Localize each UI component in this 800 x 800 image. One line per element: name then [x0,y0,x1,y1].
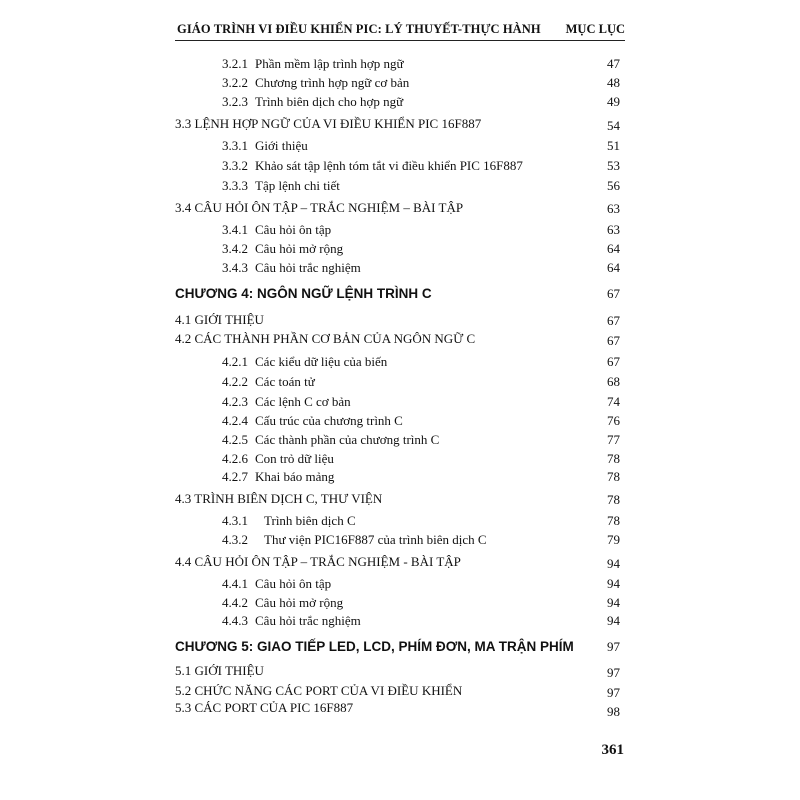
entry-page: 98 [607,704,620,719]
entry-number: 4.2.2 [222,374,248,389]
entry-number: 4.3.1 [222,513,248,528]
chapter-title: CHƯƠNG 4: NGÔN NGỮ LỆNH TRÌNH C [175,286,432,301]
entry-title: Câu hỏi mở rộng [255,595,344,610]
entry-title: Thư viện PIC16F887 của trình biên dịch C [264,532,487,547]
entry-title: Câu hỏi ôn tập [255,222,332,237]
chapter-title: CHƯƠNG 5: GIAO TIẾP LED, LCD, PHÍM ĐƠN, MA TRẬN PHÍM [175,639,574,654]
entry-number: 4.3.2 [222,532,248,547]
entry-number: 4.2.3 [222,394,248,409]
entry-title: Giới thiệu [255,138,308,153]
entry-page: 67 [607,286,620,301]
entry-page: 67 [607,313,620,328]
entry-page: 56 [607,178,620,193]
entry-page: 78 [607,513,620,528]
entry-page: 53 [607,158,620,173]
entry-title: Các kiểu dữ liệu của biến [255,354,388,369]
entry-title: 5.1 GIỚI THIỆU [175,663,264,678]
entry-page: 79 [607,532,620,547]
entry-page: 94 [607,613,620,628]
entry-title: 3.3 LỆNH HỢP NGỮ CỦA VI ĐIỀU KHIỂN PIC 16F887 [175,116,482,131]
entry-page: 76 [607,413,620,428]
entry-number: 3.3.1 [222,138,248,153]
entry-number: 4.4.1 [222,576,248,591]
entry-page: 97 [607,639,620,654]
entry-page: 49 [607,94,620,109]
entry-page: 97 [607,665,620,680]
entry-title: 3.4 CÂU HỎI ÔN TẬP – TRẮC NGHIỆM – BÀI TẬP [175,200,464,215]
entry-number: 4.4.2 [222,595,248,610]
entry-title: Con trỏ dữ liệu [255,451,334,466]
entry-number: 3.4.3 [222,260,248,275]
entry-page: 77 [607,432,620,447]
entry-page: 48 [607,75,620,90]
entry-number: 4.2.4 [222,413,248,428]
running-header [175,22,625,40]
entry-page: 47 [607,56,620,71]
entry-title: Các lệnh C cơ bản [255,394,351,409]
entry-page: 64 [607,241,620,256]
entry-number: 3.2.3 [222,94,248,109]
entry-title: Tập lệnh chi tiết [255,178,340,193]
entry-number: 3.3.3 [222,178,248,193]
entry-page: 67 [607,354,620,369]
entry-title: Câu hỏi trắc nghiệm [255,260,361,275]
entry-title: 5.3 CÁC PORT CỦA PIC 16F887 [175,700,354,715]
entry-page: 78 [607,492,620,507]
entry-number: 4.2.1 [222,354,248,369]
entry-page: 74 [607,394,620,409]
entry-number: 4.2.5 [222,432,248,447]
entry-title: Trình biên dịch cho hợp ngữ [255,94,404,109]
entry-title: Các thành phần của chương trình C [255,432,440,447]
entry-page: 54 [607,118,620,133]
entry-page: 78 [607,451,620,466]
entry-page: 63 [607,222,620,237]
entry-page: 67 [607,333,620,348]
entry-page: 64 [607,260,620,275]
entry-title: 4.3 TRÌNH BIÊN DỊCH C, THƯ VIỆN [175,491,383,506]
entry-number: 3.4.2 [222,241,248,256]
entry-title: 4.2 CÁC THÀNH PHẦN CƠ BẢN CỦA NGÔN NGỮ C [175,331,476,346]
entry-number: 3.3.2 [222,158,248,173]
entry-title: Các toán tử [255,374,315,389]
entry-page: 68 [607,374,620,389]
entry-number: 4.4.3 [222,613,248,628]
book-title: GIÁO TRÌNH VI ĐIỀU KHIỂN PIC: LÝ THUYẾT-THỰC HÀNH [177,22,541,36]
entry-number: 4.2.6 [222,451,248,466]
entry-number: 3.4.1 [222,222,248,237]
entry-title: Câu hỏi trắc nghiệm [255,613,361,628]
entry-page: 97 [607,685,620,700]
entry-number: 4.2.7 [222,469,248,484]
entry-page: 78 [607,469,620,484]
header-rule [175,40,625,41]
entry-title: Khai báo mảng [255,469,335,484]
entry-title: 4.1 GIỚI THIỆU [175,312,264,327]
entry-page: 94 [607,595,620,610]
entry-page: 94 [607,576,620,591]
entry-title: 4.4 CÂU HỎI ÔN TẬP – TRẮC NGHIỆM - BÀI TẬP [175,554,461,569]
entry-title: Câu hỏi mở rộng [255,241,344,256]
entry-number: 3.2.2 [222,75,248,90]
section-label: MỤC LỤC [565,22,625,36]
entry-title: Khảo sát tập lệnh tóm tắt vi điều khiển PIC 16F887 [255,158,523,173]
entry-page: 63 [607,201,620,216]
entry-title: Phần mềm lập trình hợp ngữ [255,56,404,71]
entry-page: 51 [607,138,620,153]
entry-title: Trình biên dịch C [264,513,356,528]
entry-page: 94 [607,556,620,571]
page-number: 361 [601,742,624,758]
entry-number: 3.2.1 [222,56,248,71]
entry-title: 5.2 CHỨC NĂNG CÁC PORT CỦA VI ĐIỀU KHIỂN [175,683,463,698]
entry-title: Chương trình hợp ngữ cơ bản [255,75,410,90]
entry-title: Cấu trúc của chương trình C [255,413,403,428]
entry-title: Câu hỏi ôn tập [255,576,332,591]
